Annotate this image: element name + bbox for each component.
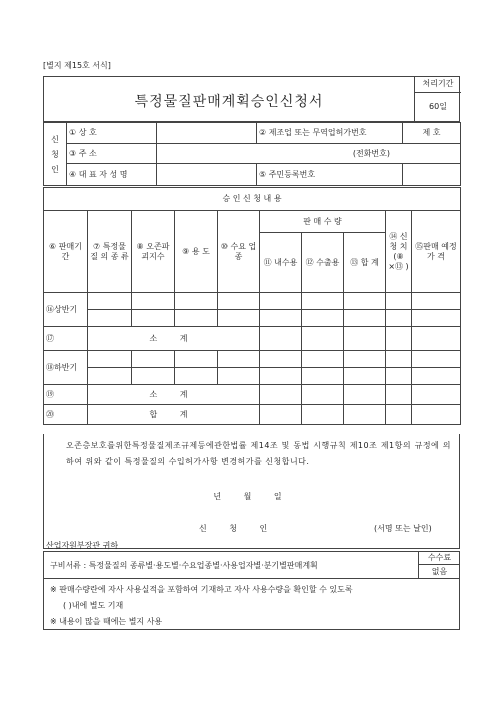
- notes-box: [43, 579, 460, 630]
- processing-value: 60일: [429, 102, 447, 111]
- applicant-side-label: 신 청 인: [44, 123, 67, 186]
- cell[interactable]: [386, 327, 412, 351]
- cell[interactable]: [412, 351, 461, 368]
- attachments-text: 구비서류 : 특정물질의 종류별·용도별·수요업종별·사용업자별·분기별판매계획: [50, 561, 318, 570]
- row-second-half: ⑱하반기: [44, 351, 88, 385]
- cell[interactable]: [344, 351, 386, 368]
- col-domestic: ⑪ 내수용: [260, 233, 302, 293]
- reg-number-label: ⑤ 주민등록번호: [257, 164, 403, 186]
- cell[interactable]: [175, 293, 218, 310]
- cell[interactable]: [344, 385, 386, 405]
- col-ozone: ⑧ 오존파 괴지수: [132, 211, 175, 293]
- row-subtotal-1-mark: ⑰: [44, 327, 88, 351]
- row-subtotal-2-mark: ⑲: [44, 385, 88, 405]
- cell[interactable]: [344, 327, 386, 351]
- cell[interactable]: [132, 293, 175, 310]
- row-subtotal-1: 소 계: [88, 327, 260, 351]
- cell[interactable]: [260, 368, 302, 385]
- cell[interactable]: [412, 310, 461, 327]
- cell[interactable]: [260, 293, 302, 310]
- cell[interactable]: [302, 310, 344, 327]
- applicant-line: 신 청 인: [199, 524, 278, 533]
- rep-name-value[interactable]: [157, 164, 257, 186]
- col-approval: ⑭ 신 청 치 (⑧ ×⑬ ): [386, 211, 412, 293]
- sign-note: (서명 또는 날인): [374, 524, 432, 533]
- col-period: ⑥ 판매기간: [44, 211, 88, 293]
- cell[interactable]: [302, 385, 344, 405]
- cell[interactable]: [260, 351, 302, 368]
- content-header: 승 인 신 청 내 용: [44, 188, 461, 211]
- cell[interactable]: [386, 351, 412, 368]
- content-table: [43, 187, 461, 425]
- cell[interactable]: [344, 293, 386, 310]
- row-subtotal-2: 소 계: [88, 385, 260, 405]
- cell[interactable]: [302, 351, 344, 368]
- cell[interactable]: [344, 310, 386, 327]
- cell[interactable]: [302, 368, 344, 385]
- cell[interactable]: [386, 310, 412, 327]
- cell[interactable]: [175, 368, 218, 385]
- fee-label: 수수료: [419, 551, 460, 565]
- address-label: ③ 주 소: [67, 144, 157, 164]
- row-first-half: ⑯상반기: [44, 293, 88, 327]
- cell[interactable]: [218, 310, 260, 327]
- col-usage: ⑨ 용 도: [175, 211, 218, 293]
- fee-box: [418, 551, 460, 579]
- attachments-box: [43, 551, 460, 579]
- cell[interactable]: [386, 405, 412, 425]
- col-sales-qty: 판 매 수 량: [260, 211, 386, 233]
- note-3: ※ 내용이 많을 때에는 별지 사용: [50, 617, 163, 626]
- reg-number-value[interactable]: [403, 164, 461, 186]
- cell[interactable]: [344, 368, 386, 385]
- processing-box: [414, 76, 461, 122]
- form-label: [별지 제15호 서식]: [43, 61, 111, 70]
- cell[interactable]: [412, 327, 461, 351]
- cell[interactable]: [386, 293, 412, 310]
- cell[interactable]: [260, 310, 302, 327]
- note-1: ※ 판매수량란에 자사 사용실적을 포함하여 기재하고 자사 사용수량을 확인할 수 있도록: [50, 585, 353, 594]
- phone-field[interactable]: (전화번호): [157, 144, 461, 164]
- col-total: ⑬ 합 계: [344, 233, 386, 293]
- cell[interactable]: [412, 368, 461, 385]
- fee-value: 없음: [431, 567, 448, 576]
- cell[interactable]: [260, 327, 302, 351]
- cell[interactable]: [412, 385, 461, 405]
- header-box: [43, 76, 460, 122]
- cell[interactable]: [218, 293, 260, 310]
- cell[interactable]: [302, 327, 344, 351]
- form-title: 특정물질판매계획승인신청서: [134, 94, 324, 110]
- cell[interactable]: [218, 351, 260, 368]
- cell[interactable]: [88, 351, 132, 368]
- statement-box: [43, 434, 460, 549]
- cell[interactable]: [412, 293, 461, 310]
- cell[interactable]: [175, 351, 218, 368]
- cell[interactable]: [260, 385, 302, 405]
- cell[interactable]: [88, 368, 132, 385]
- applicant-table: [43, 122, 461, 186]
- cell[interactable]: [132, 310, 175, 327]
- cell[interactable]: [412, 405, 461, 425]
- note-2: ( )내에 별도 기재: [63, 601, 124, 610]
- trade-name-label: ① 상 호: [67, 123, 157, 144]
- recipient: 산업자원부장관 귀하: [46, 541, 119, 550]
- trade-name-value[interactable]: [157, 123, 257, 144]
- rep-name-label: ④ 대 표 자 성 명: [67, 164, 157, 186]
- cell[interactable]: [175, 310, 218, 327]
- col-export: ⑫ 수출용: [302, 233, 344, 293]
- cell[interactable]: [344, 405, 386, 425]
- license-label: ② 제조업 또는 무역업허가번호: [257, 123, 403, 144]
- col-demand: ⑩ 수요 업종: [218, 211, 260, 293]
- cell[interactable]: [218, 368, 260, 385]
- row-grand-total-mark: ⑳: [44, 405, 88, 425]
- col-price: ⑮판매 예정가 격: [412, 211, 461, 293]
- cell[interactable]: [386, 368, 412, 385]
- license-value[interactable]: 제 호: [403, 123, 461, 144]
- processing-label: 처리기간: [415, 76, 461, 93]
- cell[interactable]: [132, 351, 175, 368]
- col-substance: ⑦ 특정물질 의 종 류: [88, 211, 132, 293]
- cell[interactable]: [88, 310, 132, 327]
- date-line: 년 월 일: [213, 492, 292, 501]
- cell[interactable]: [386, 385, 412, 405]
- cell[interactable]: [260, 405, 302, 425]
- cell[interactable]: [132, 368, 175, 385]
- row-grand-total: 합 계: [88, 405, 260, 425]
- cell[interactable]: [88, 293, 132, 310]
- cell[interactable]: [302, 405, 344, 425]
- cell[interactable]: [302, 293, 344, 310]
- statement-text: 오존층보호를위한특정물질제조규제등에관한법률 제14조 및 동법 시행규칙 제10조 제1항의 규정에 의하여 위와 같이 특정물질의 수입허가사항 변경허가를 신청합니다.: [66, 441, 451, 466]
